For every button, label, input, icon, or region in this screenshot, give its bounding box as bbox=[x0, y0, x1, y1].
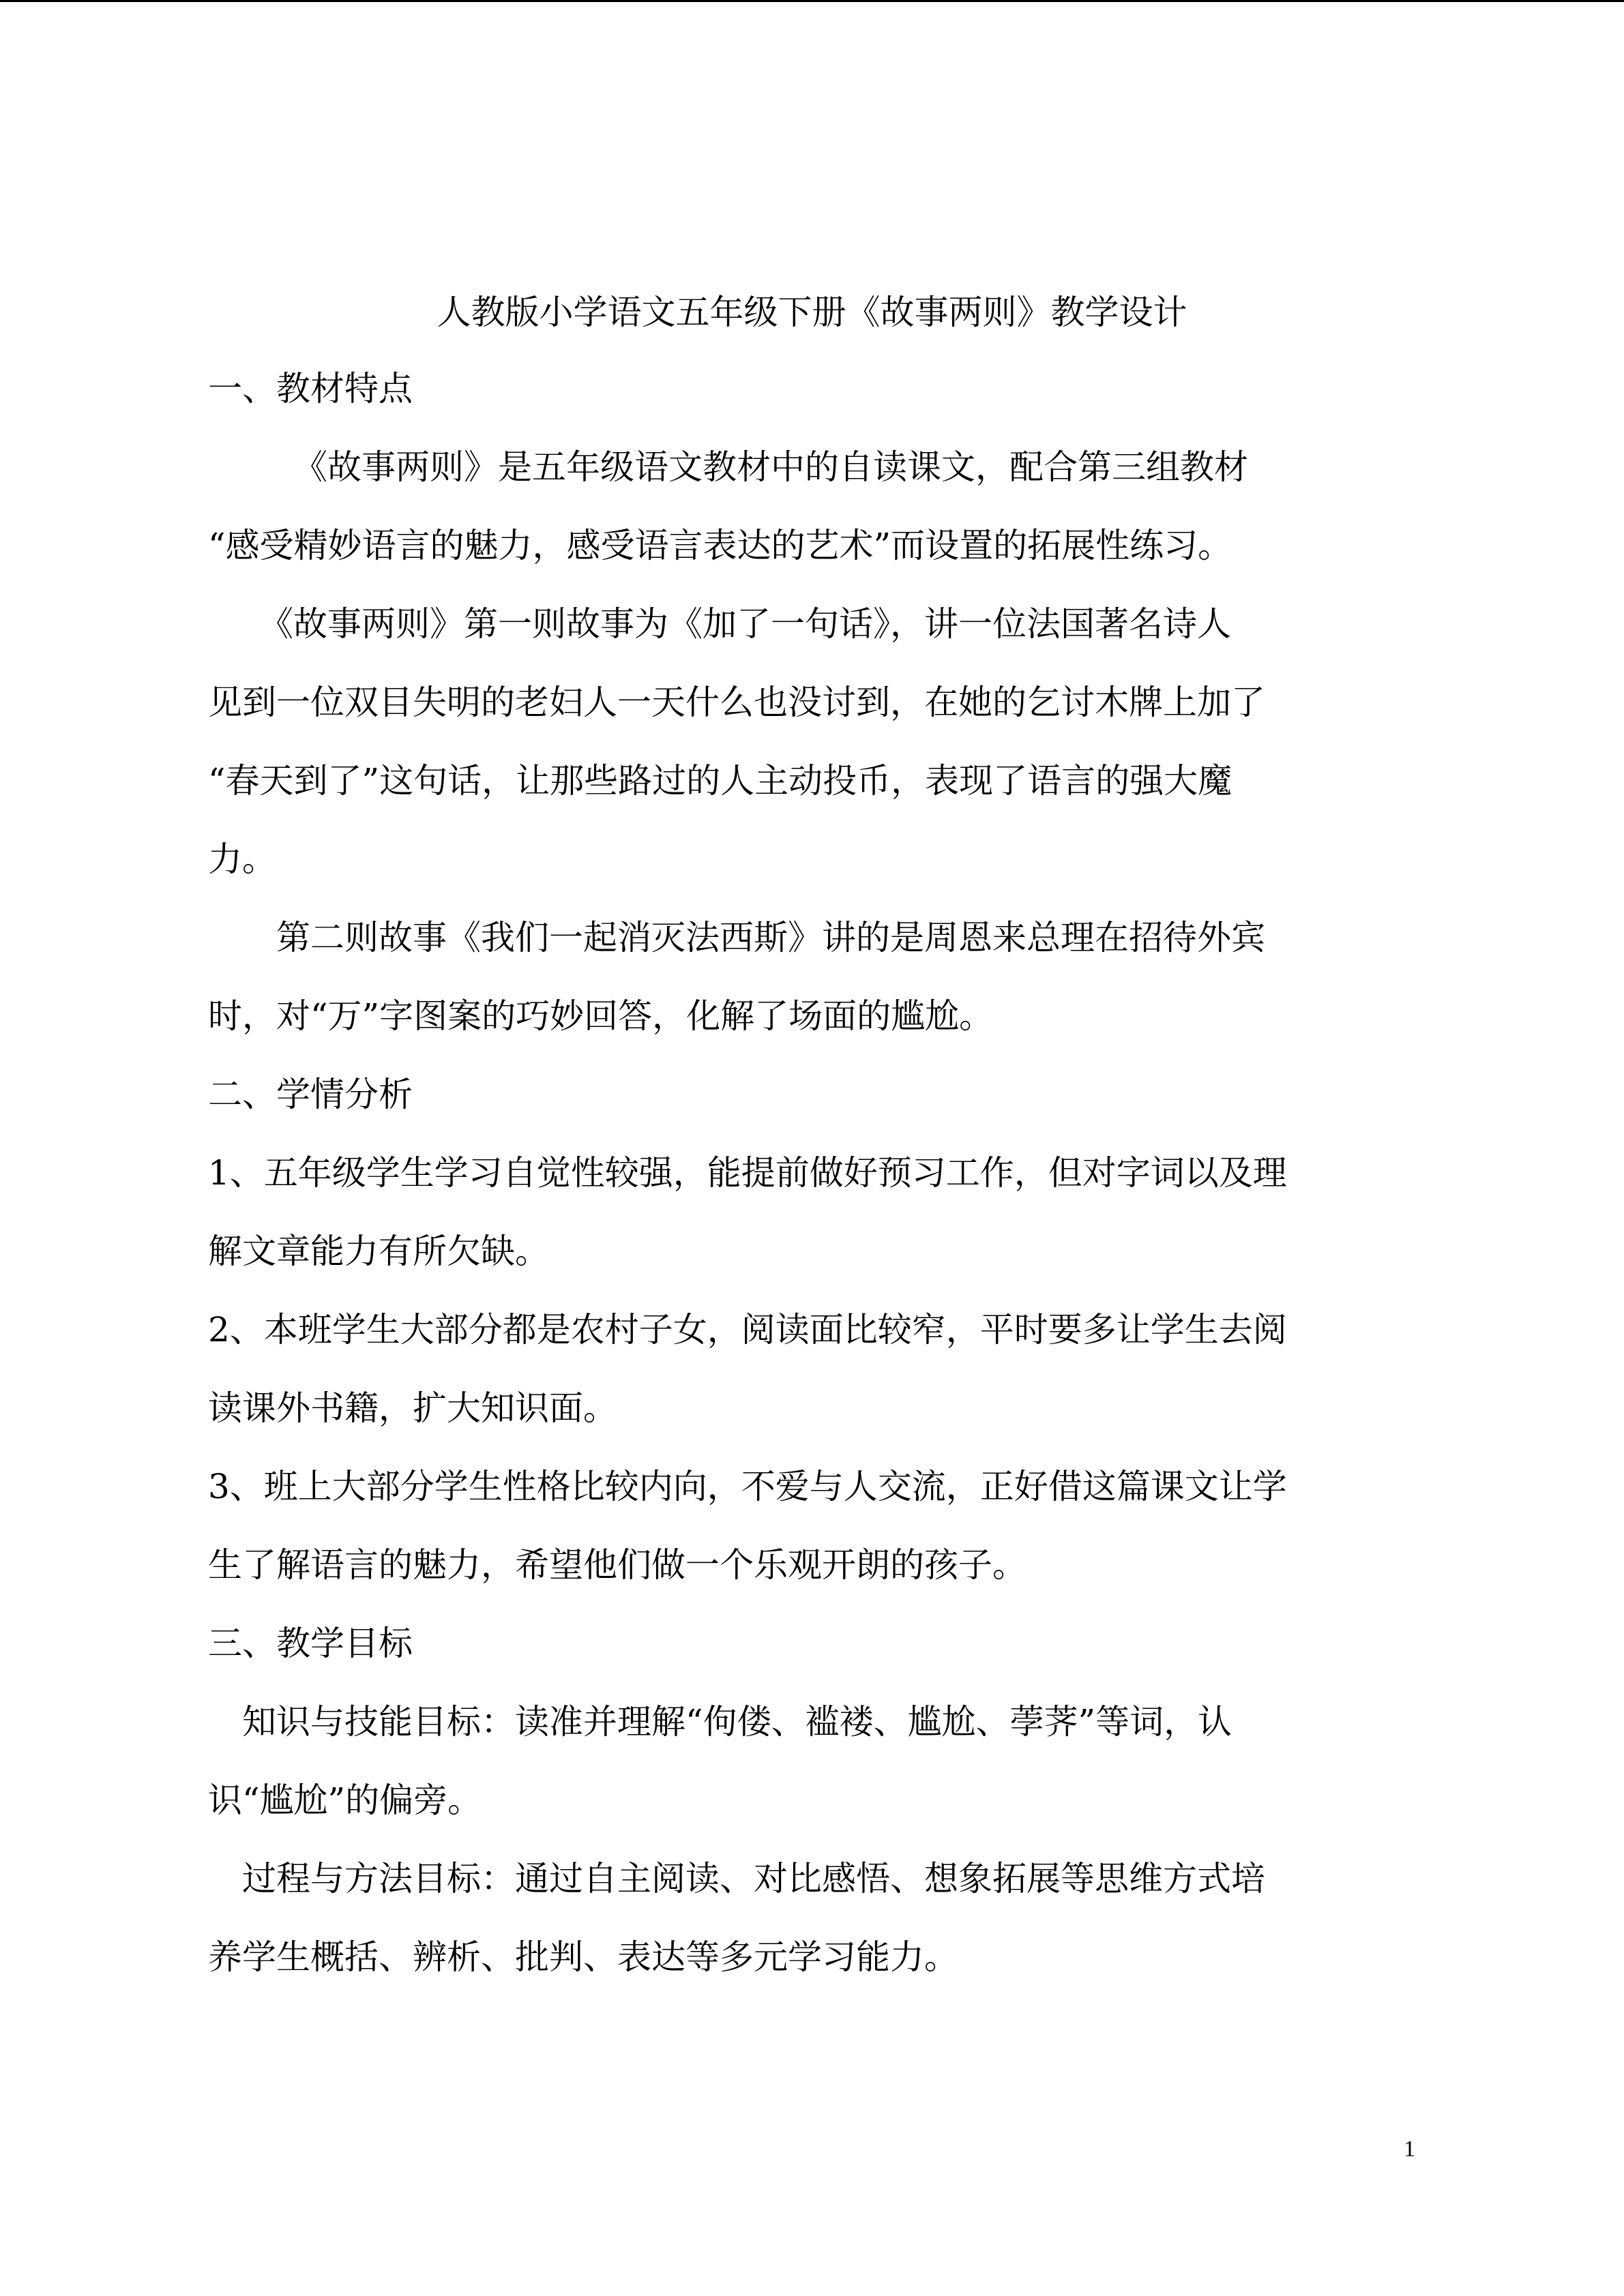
paragraph-line: 知识与技能目标：读准并理解“佝偻、褴褛、尴尬、荸荠”等词，认 bbox=[208, 1702, 1232, 1742]
heading-textbook-features: 一、教材特点 bbox=[208, 369, 413, 408]
paragraph-line: 读课外书籍，扩大知识面。 bbox=[208, 1388, 617, 1428]
paragraph-line: “感受精妙语言的魅力，感受语言表达的艺术”而设置的拓展性练习。 bbox=[208, 526, 1232, 565]
paragraph-line: 2、本班学生大部分都是农村子女，阅读面比较窄，平时要多让学生去阅 bbox=[208, 1310, 1287, 1350]
paragraph-line: 过程与方法目标：通过自主阅读、对比感悟、想象拓展等思维方式培 bbox=[208, 1859, 1265, 1898]
heading-teaching-objectives: 三、教学目标 bbox=[208, 1624, 413, 1663]
paragraph-line: 养学生概括、辨析、批判、表达等多元学习能力。 bbox=[208, 1937, 958, 1977]
paragraph-line: 时，对“万”字图案的巧妙回答，化解了场面的尴尬。 bbox=[208, 996, 994, 1036]
paragraph-line: 《故事两则》是五年级语文教材中的自读课文，配合第三组教材 bbox=[208, 447, 1248, 487]
paragraph-line: 3、班上大部分学生性格比较内向，不爱与人交流，正好借这篇课文让学 bbox=[208, 1467, 1287, 1506]
page-number: 1 bbox=[1404, 2136, 1415, 2162]
paragraph-line: 第二则故事《我们一起消灭法西斯》讲的是周恩来总理在招待外宾 bbox=[208, 918, 1265, 957]
heading-student-analysis: 二、学情分析 bbox=[208, 1075, 413, 1114]
paragraph-line: 1、五年级学生学习自觉性较强，能提前做好预习工作，但对字词以及理 bbox=[208, 1153, 1287, 1193]
paragraph-line: “春天到了”这句话，让那些路过的人主动投币，表现了语言的强大魔 bbox=[208, 761, 1232, 801]
paragraph-line: 见到一位双目失明的老妇人一天什么也没讨到，在她的乞讨木牌上加了 bbox=[208, 683, 1265, 722]
paragraph-line: 生了解语言的魅力，希望他们做一个乐观开朗的孩子。 bbox=[208, 1545, 1027, 1585]
top-border-line bbox=[0, 0, 1624, 2]
document-title: 人教版小学语文五年级下册《故事两则》教学设计 bbox=[437, 293, 1187, 332]
paragraph-line: 《故事两则》第一则故事为《加了一句话》，讲一位法国著名诗人 bbox=[208, 604, 1231, 644]
paragraph-line: 识“尴尬”的偏旁。 bbox=[208, 1780, 482, 1820]
paragraph-line: 解文章能力有所欠缺。 bbox=[208, 1232, 549, 1271]
paragraph-line: 力。 bbox=[208, 839, 276, 879]
